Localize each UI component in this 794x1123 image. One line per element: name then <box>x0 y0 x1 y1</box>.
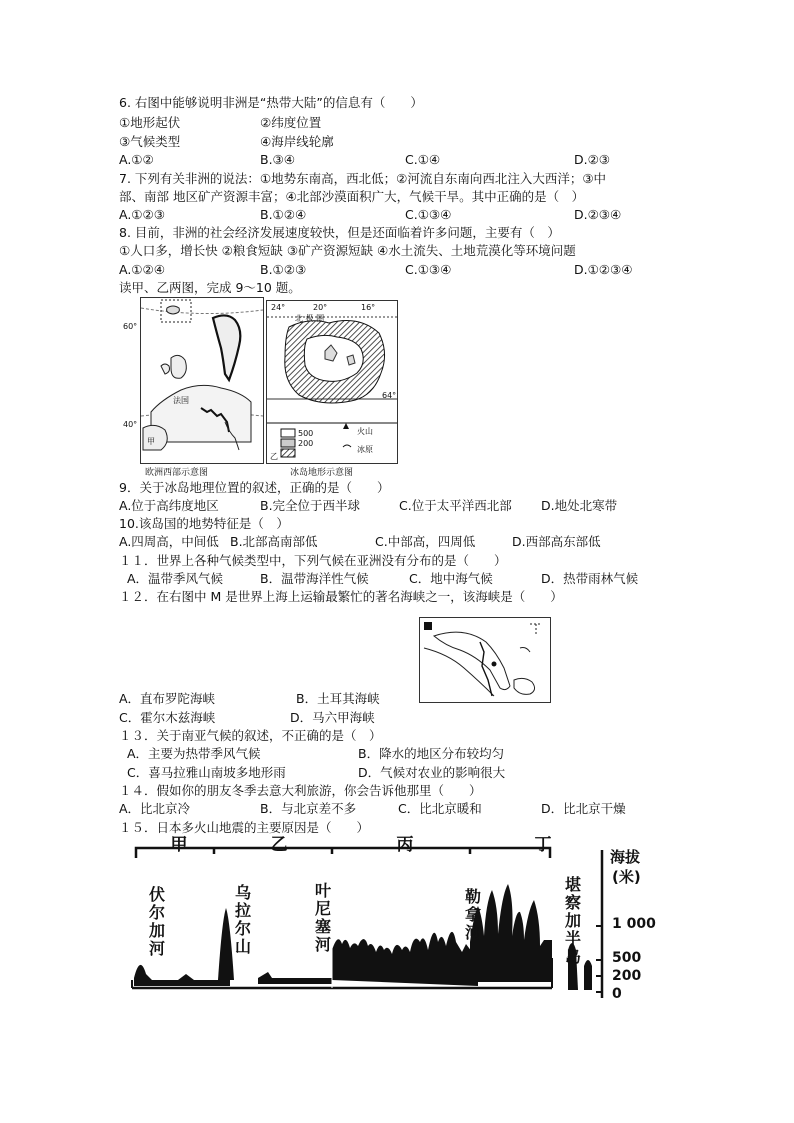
profile-region-yi: 乙 <box>270 835 288 855</box>
q7-option-c: C.①③④ <box>405 207 452 222</box>
q6-item-4: ④海岸线轮廓 <box>260 134 334 149</box>
q8-stem-line1: 8. 目前，非洲的社会经济发展速度较快，但是还面临着许多问题，主要有（ ） <box>119 225 560 240</box>
q10-stem: 10.该岛国的地势特征是（ ） <box>119 516 289 531</box>
q14-option-c: C．比北京暖和 <box>398 801 482 816</box>
europe-west-map <box>140 297 264 464</box>
q6-item-3: ③气候类型 <box>119 134 181 149</box>
profile-tick-0: 0 <box>612 986 622 1002</box>
profile-tick-500: 500 <box>612 950 642 966</box>
q12-option-a: A．直布罗陀海峡 <box>119 691 216 706</box>
q11-option-d: D．热带雨林气候 <box>541 571 639 586</box>
profile-tick-200: 200 <box>612 968 642 984</box>
q8-option-d: D.①②③④ <box>574 262 633 277</box>
profile-region-bing: 丙 <box>396 835 414 855</box>
q10-option-a: A.四周高，中间低 <box>119 534 219 549</box>
iceland-map <box>266 300 398 464</box>
q8-stem-line2: ①人口多，增长快 ②粮食短缺 ③矿产资源短缺 ④水土流失、土地荒漠化等环境问题 <box>119 243 576 258</box>
q10-option-b: B.北部高南部低 <box>230 534 318 549</box>
q9-option-c: C.位于太平洋西北部 <box>399 498 512 513</box>
map-left-caption: 欧洲西部示意图 <box>145 468 209 478</box>
q11-option-a: A．温带季风气候 <box>127 571 224 586</box>
q8-option-c: C.①③④ <box>405 262 452 277</box>
q14-option-a: A．比北京冷 <box>119 801 191 816</box>
q13-option-a: A．主要为热带季风气候 <box>127 746 261 761</box>
map-right-caption: 冰岛地形示意图 <box>290 468 354 478</box>
legend-200: 200 <box>298 439 314 448</box>
map-right-lon-24: 24° <box>271 303 286 312</box>
q7-option-b: B.①②④ <box>260 207 307 222</box>
q9-stem: 9．关于冰岛地理位置的叙述，正确的是（ ） <box>119 480 390 495</box>
map-left-label-france: 法国 <box>173 396 189 405</box>
legend-volcano: 火山 <box>357 427 373 436</box>
map-left-lat-40: 40° <box>123 420 138 429</box>
profile-axis-title: 海拔 <box>610 848 641 866</box>
iceland-map-drawing <box>267 301 397 463</box>
map-right-lon-16: 16° <box>361 303 376 312</box>
q9-option-d: D.地处北寒带 <box>541 498 618 513</box>
q10-option-c: C.中部高，四周低 <box>375 534 476 549</box>
legend-500: 500 <box>298 429 314 438</box>
q8-option-b: B.①②③ <box>260 262 307 277</box>
malacca-map-drawing <box>420 618 550 702</box>
profile-feature-kamchatka: 堪察加半岛 <box>564 875 581 966</box>
map-right-lat-64: 64° <box>382 391 397 400</box>
q7-stem-line1: 7. 下列有关非洲的说法：①地势东南高，西北低；②河流自东南向西北注入大西洋；③中 <box>119 171 607 186</box>
q6-item-2: ②纬度位置 <box>260 115 322 130</box>
profile-feature-volga: 伏尔加河 <box>148 885 165 958</box>
map-left-label-jia: 甲 <box>147 437 155 446</box>
map-right-arctic-circle: 北 极 圈 <box>295 314 325 323</box>
malacca-map <box>419 617 551 703</box>
profile-drawing <box>118 840 678 1010</box>
q7-option-a: A.①②③ <box>119 207 165 222</box>
q13-option-d: D．气候对农业的影响很大 <box>358 765 506 780</box>
q12-option-b: B．土耳其海峡 <box>296 691 380 706</box>
q14-option-b: B．与北京差不多 <box>260 801 357 816</box>
europe-west-map-drawing <box>141 298 263 463</box>
q11-option-b: B．温带海洋性气候 <box>260 571 369 586</box>
q6-option-c: C.①④ <box>405 152 441 167</box>
q6-option-a: A.①② <box>119 152 154 167</box>
q6-stem: 6. 右图中能够说明非洲是“热带大陆”的信息有（ ） <box>119 95 423 110</box>
map-right-lon-20: 20° <box>313 303 328 312</box>
q6-option-b: B.③④ <box>260 152 295 167</box>
q7-option-d: D.②③④ <box>574 207 622 222</box>
q6-item-1: ①地形起伏 <box>119 115 181 130</box>
q10-option-d: D.西部高东部低 <box>512 534 601 549</box>
q11-stem: １１．世界上各种气候类型中，下列气候在亚洲没有分布的是（ ） <box>119 553 507 568</box>
q9-option-b: B.完全位于西半球 <box>260 498 361 513</box>
q12-option-c: C．霍尔木兹海峡 <box>119 710 216 725</box>
q7-stem-line2: 部、南部 地区矿产资源丰富；④北部沙漠面积广大，气候干旱。其中正确的是（ ） <box>119 189 585 204</box>
q13-stem: １３．关于南亚气候的叙述，不正确的是（ ） <box>119 728 382 743</box>
q8-option-a: A.①②④ <box>119 262 165 277</box>
russia-elevation-profile <box>118 835 678 1010</box>
profile-tick-1000: 1 000 <box>612 916 656 932</box>
profile-region-ding: 丁 <box>534 835 552 855</box>
q14-stem: １４．假如你的朋友冬季去意大利旅游，你会告诉他那里（ ） <box>119 783 482 798</box>
map-left-lat-60: 60° <box>123 322 138 331</box>
profile-feature-ural: 乌拉尔山 <box>234 883 251 956</box>
profile-region-jia: 甲 <box>170 835 188 855</box>
legend-ice: 冰原 <box>357 445 373 454</box>
q15-stem: １５．日本多火山地震的主要原因是（ ） <box>119 820 370 835</box>
q12-option-d: D．马六甲海峡 <box>290 710 375 725</box>
q11-option-c: C．地中海气候 <box>409 571 493 586</box>
q9-option-a: A.位于高纬度地区 <box>119 498 219 513</box>
q6-option-d: D.②③ <box>574 152 611 167</box>
map-right-label-yi: 乙 <box>270 452 278 461</box>
q9-10-intro: 读甲、乙两图，完成 9～10 题。 <box>119 280 301 295</box>
q13-option-b: B．降水的地区分布较均匀 <box>358 746 505 761</box>
q14-option-d: D．比北京干燥 <box>541 801 626 816</box>
profile-axis-unit: (米) <box>612 868 641 886</box>
profile-feature-lena: 勒拿河 <box>464 887 481 942</box>
profile-feature-yenisei: 叶尼塞河 <box>314 881 331 954</box>
q13-option-c: C．喜马拉雅山南坡多地形雨 <box>127 765 286 780</box>
q12-stem: １２．在右图中 M 是世界上海上运输最繁忙的著名海峡之一，该海峡是（ ） <box>119 589 563 604</box>
